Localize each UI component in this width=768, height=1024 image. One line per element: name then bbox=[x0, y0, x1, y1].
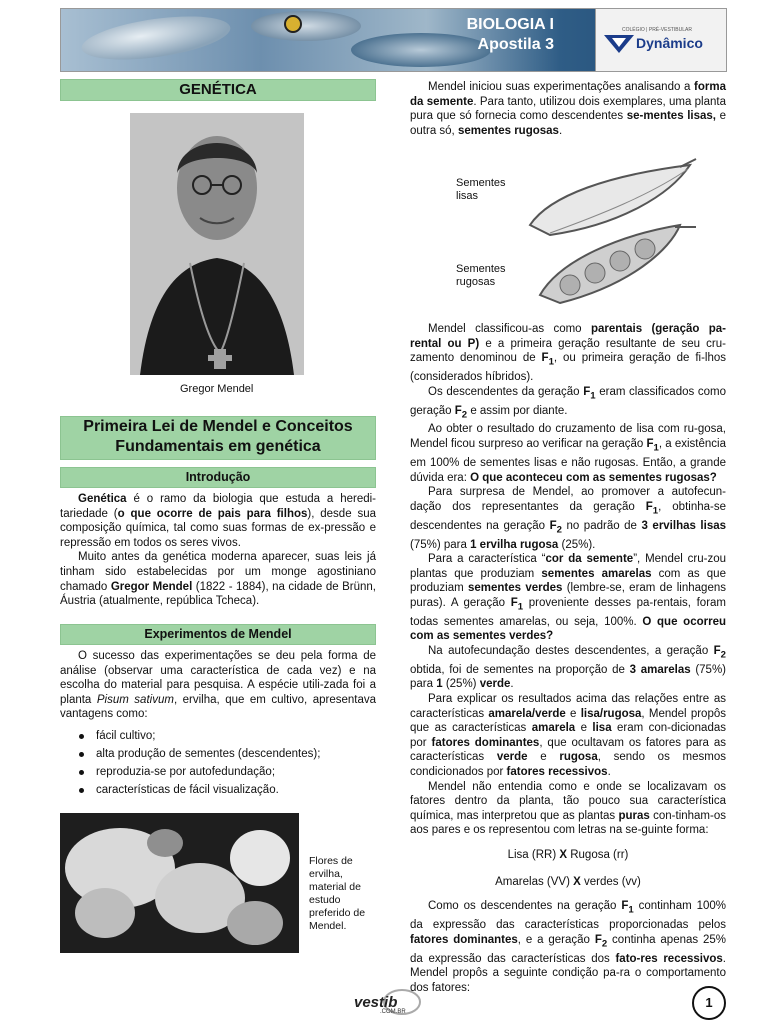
intro-text bbox=[60, 492, 376, 609]
right-paragraph-2: Mendel classificou-as como parentais (geração pa-rental ou P) e a primeira geração resultante de seu cru-zamento denominou de $F_1$, ou primeira geração de fi-lhos (considerados híbridos). bbox=[410, 323, 727, 384]
flowers-caption: Flores de ervilha, material de estudo preferido de Mendel. bbox=[309, 855, 366, 932]
pea-flowers-photo bbox=[60, 813, 299, 953]
section-heading-line2: Fundamentais em genética bbox=[115, 438, 321, 455]
list-item: características de fácil visualização. bbox=[60, 781, 376, 799]
advantages-list bbox=[60, 727, 376, 799]
right-paragraph-9: Mendel não entendia como e onde se localizavam os fatores dentro da planta, tão pouco sua característica química, mas interpretou que as plantas puras con-tinham-os aos pares e os representou com letras na se-guinte forma: bbox=[410, 780, 726, 837]
intro-heading: Introdução bbox=[60, 467, 376, 488]
right-paragraph-4: Ao obter o resultado do cruzamento de lisa com ru-gosa, Mendel ficou surpreso ao verificar na geração $F_1$, a existência em 100% de sementes lisas e não rugosas. Então, a grande dúvida era: O que aconteceu com as sementes rugosas? bbox=[410, 423, 726, 484]
section-heading-line1: Primeira Lei de Mendel e Conceitos bbox=[83, 418, 353, 435]
school-logo bbox=[595, 9, 726, 71]
list-item: fácil cultivo; bbox=[60, 727, 376, 745]
right-paragraph-10: Como os descendentes na geração $F_1$ continham 100% da expressão das características proporcionadas pelos fatores dominantes, e a geração $F_2$ continha apenas 25% da expressão das características dos fato-res recessivos. Mendel propôs a seguinte condição pa-ra o comportamento dos fatores: bbox=[410, 900, 727, 994]
fish-image bbox=[251, 11, 361, 41]
cross-yellow-green: Amarelas (VV) X verdes (vv) bbox=[495, 875, 641, 888]
fish-image bbox=[79, 9, 233, 68]
right-paragraph-8: Para explicar os resultados acima das relações entre as características amarela/verde e lisa/rugosa, Mendel propôs que as características amarela e lisa eram con-dicionadas por fatores dominantes, que ocultavam os fatores para as características verde e rugosa, sendo os mesmos condicionados por fatores recessivos. bbox=[410, 693, 727, 778]
portrait-image bbox=[130, 113, 304, 375]
logo-triangle-icon bbox=[604, 35, 634, 53]
gregor-mendel-portrait bbox=[130, 113, 304, 375]
intro-paragraph-1: Genética é o ramo da biologia que estuda a heredi-tariedade (o que ocorre de pais para filhos), desde sua composição química, tal como suas formas de ex-pressão e repressão em todos os seres vivos. bbox=[60, 493, 376, 549]
experiments-heading: Experimentos de Mendel bbox=[60, 624, 376, 645]
page-number: 1 bbox=[692, 986, 726, 1020]
header-banner bbox=[60, 8, 727, 72]
pods-image bbox=[520, 155, 700, 315]
right-paragraph-5: Para surpresa de Mendel, ao promover a autofecun-dação dos representantes da geração $F_1$, obtinha-se descendentes na geração $F_2$ no padrão de 3 ervilhas lisas (75%) para 1 ervilha rugosa (25%). bbox=[410, 486, 727, 551]
logo-name: Dynâmico bbox=[636, 35, 703, 51]
fish-eye bbox=[284, 15, 302, 33]
list-item: alta produção de sementes (descendentes); bbox=[60, 745, 376, 763]
wrinkled-seeds-label: Sementes rugosas bbox=[456, 263, 506, 288]
experiments-paragraph: O sucesso das experimentações se deu pela forma de análise (observar uma característica de cada vez) e na escolha do material para pesquisa. A espécie utili-zada foi a planta Pisum sativum, ervilha, que em cultivo, apresentava vantagens como: bbox=[60, 650, 376, 721]
right-paragraph-7: Na autofecundação destes descendentes, a geração $F_2$ obtida, foi de sementes na proporção de 3 amarelas (75%) para 1 (25%) verde. bbox=[410, 644, 727, 691]
banner-title bbox=[467, 15, 554, 55]
right-intro bbox=[410, 80, 726, 138]
section-heading bbox=[60, 416, 376, 460]
list-item: reproduzia-se por autofedundação; bbox=[60, 763, 376, 781]
right-paragraph-6: Para a característica “cor da semente”, Mendel cru-zou plantas que produziam sementes amarelas com as que produziam sementes verdes (lembre-se, eram de linhagens puras). A geração $F_1$ proveniente desses pa-rentais, foram todas sementes amarelas, ou seja, 100%. O que ocorreu com as sementes verdes? bbox=[410, 553, 726, 643]
portrait-caption: Gregor Mendel bbox=[180, 383, 254, 395]
cross-smooth-wrinkled: Lisa (RR) X Rugosa (rr) bbox=[507, 848, 629, 861]
main-heading: GENÉTICA bbox=[60, 79, 376, 101]
intro-paragraph-2: Muito antes da genética moderna aparecer, suas leis já tinham sido estabelecidas por um monge agostiniano chamado Gregor Mendel (1822 - 1884), na cidade de Brünn, Áustria (atualmente, república Tcheca). bbox=[60, 551, 376, 608]
logo-tagline: COLÉGIO | PRÉ-VESTIBULAR bbox=[622, 27, 692, 33]
subject-title: BIOLOGIA I bbox=[466, 16, 554, 33]
flowers-image bbox=[60, 813, 299, 953]
footer-logo: vestib .COM.BR bbox=[354, 988, 424, 1018]
booklet-title: Apostila 3 bbox=[477, 36, 554, 53]
experiments-text bbox=[60, 649, 376, 799]
right-paragraph-3: Os descendentes da geração $F_1$ eram classificados como geração $F_2$ e assim por diante. bbox=[410, 385, 727, 420]
right-paragraph-1: Mendel iniciou suas experimentações analisando a forma da semente. Para tanto, utilizou dois exemplares, uma planta pura que só fornecia como descendentes se-mentes lisas, e outra só, sementes rugosas. bbox=[410, 81, 726, 137]
right-main-text bbox=[410, 322, 726, 995]
pea-pods-illustration bbox=[450, 155, 700, 315]
smooth-seeds-label: Sementes lisas bbox=[456, 177, 506, 202]
